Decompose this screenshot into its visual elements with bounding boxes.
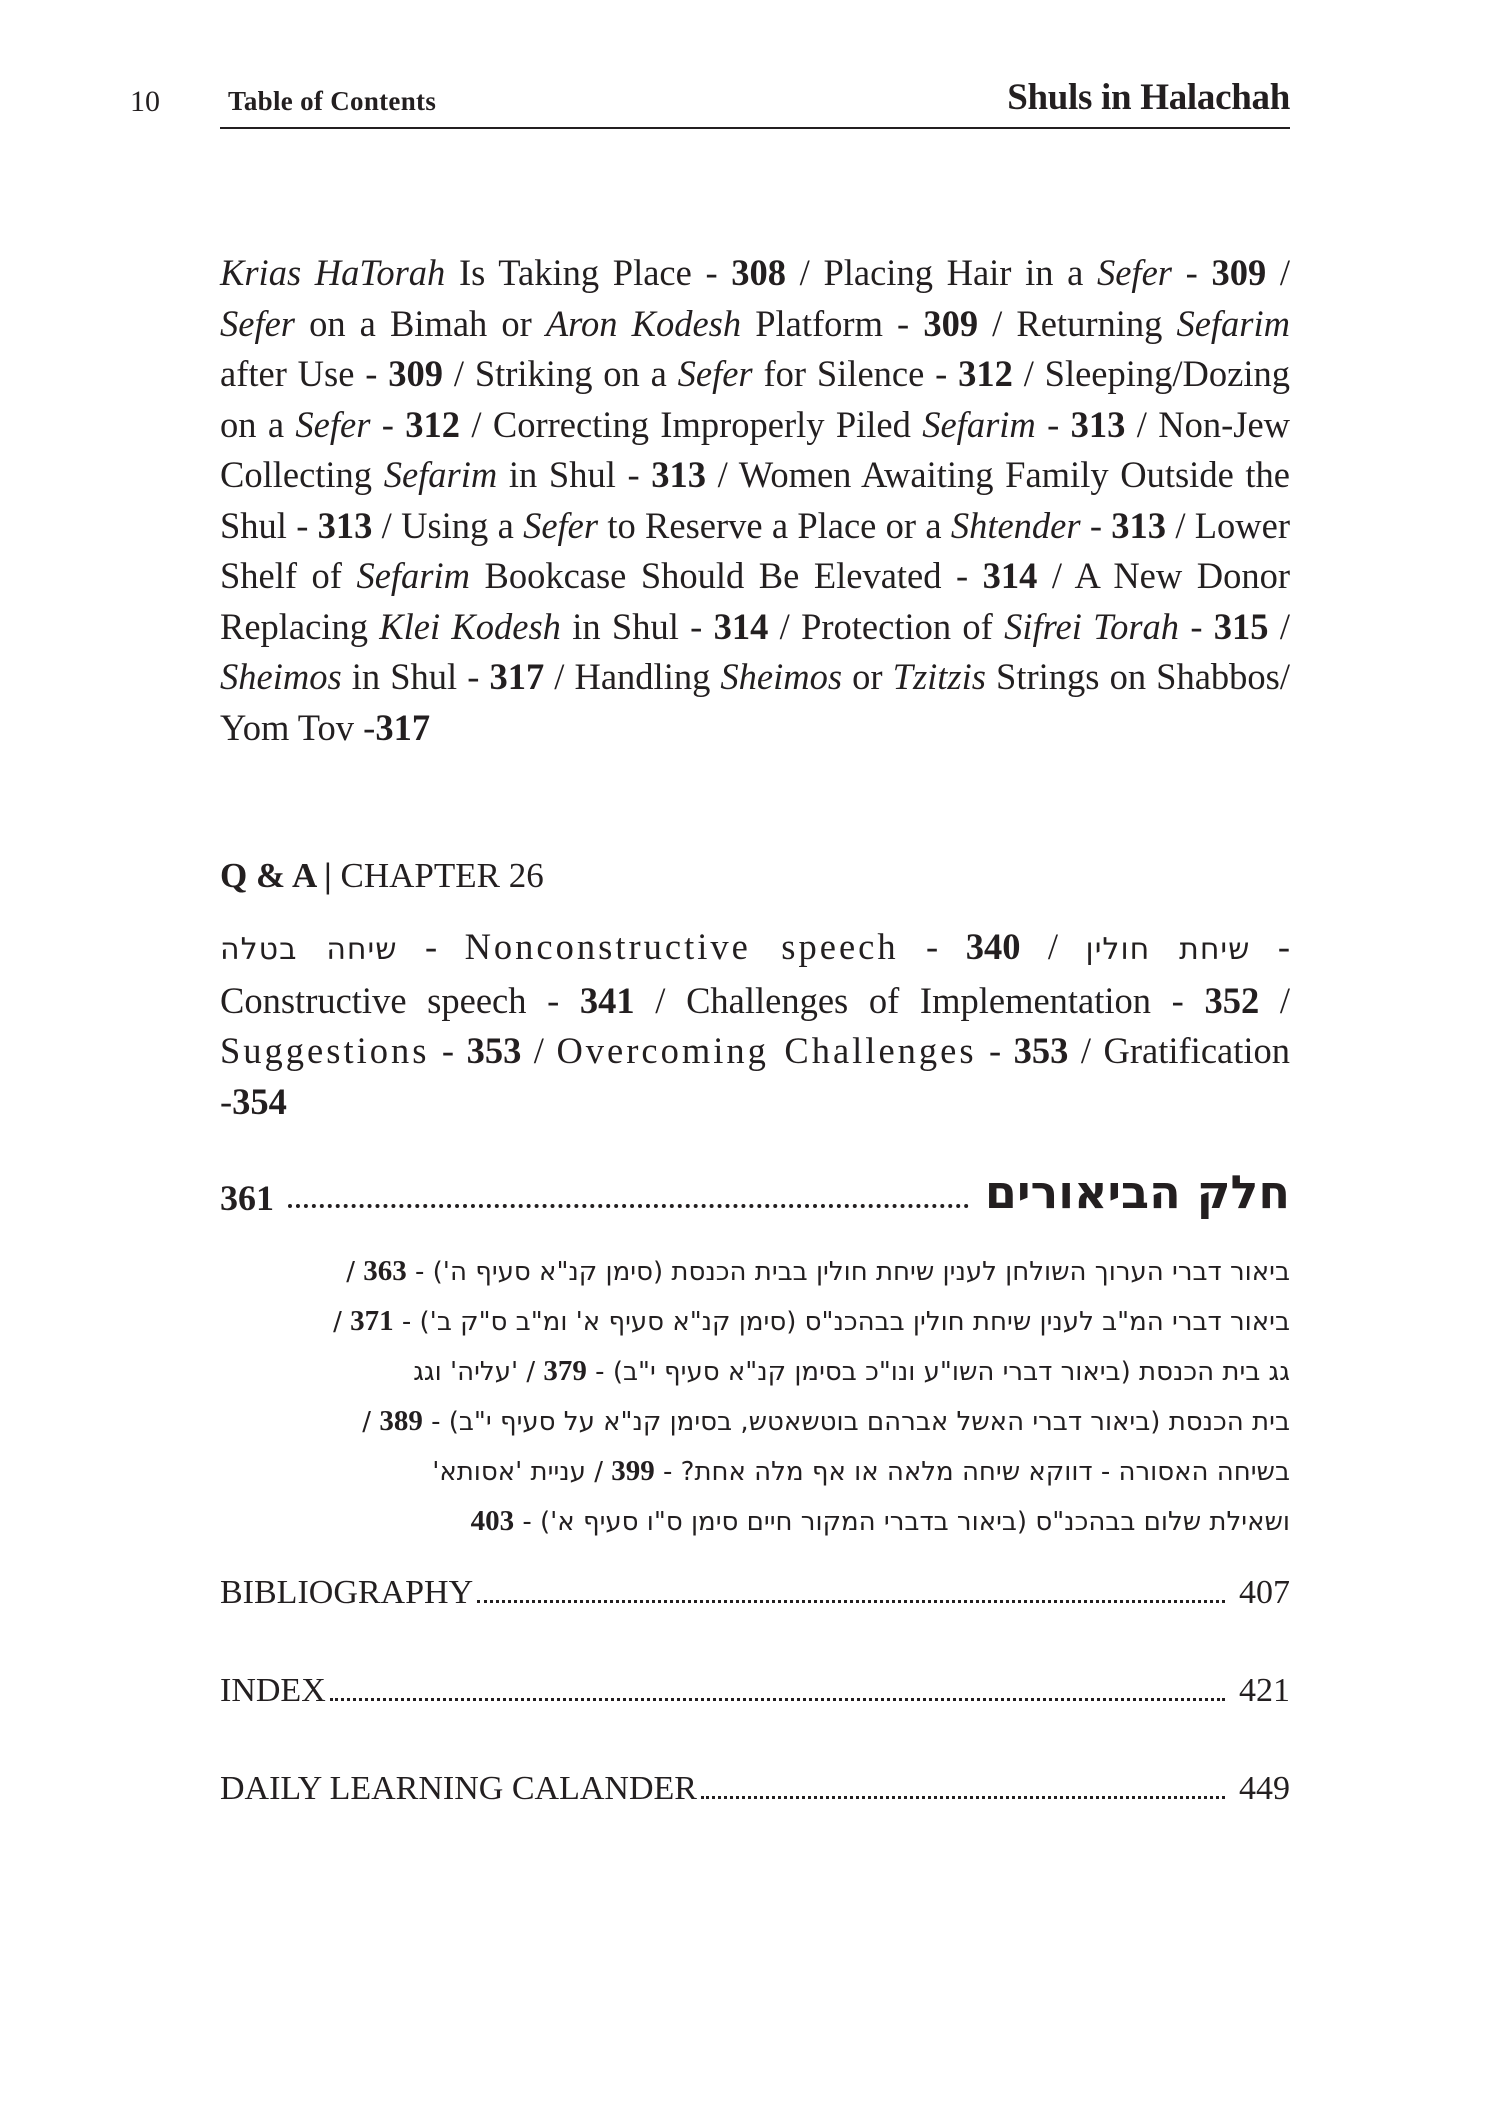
toc-text-run: / Striking on a (443, 353, 678, 394)
page-ref: 371 (350, 1305, 394, 1337)
toc-text-run: / Placing Hair in a (786, 252, 1097, 293)
toc-text-run: שיחת חולין (1085, 932, 1251, 967)
toc-text-run: Sheimos (220, 656, 342, 697)
entry-label: DAILY LEARNING CALANDER (220, 1770, 697, 1807)
page-ref: 363 (363, 1255, 407, 1287)
toc-text-run: on a Bimah or (295, 302, 546, 344)
page-ref: 352 (1204, 979, 1260, 1021)
section-label: Table of Contents (228, 86, 437, 116)
qa-chapter-heading (220, 856, 544, 896)
page-ref: 403 (470, 1505, 515, 1537)
beurim-entries (220, 1246, 1290, 1546)
toc-text-run: Platform - (741, 302, 924, 344)
beurim-line (220, 1346, 1290, 1396)
running-header (130, 70, 1290, 129)
page-ref: 313 (1111, 504, 1167, 546)
page-ref: 353 (466, 1030, 522, 1071)
toc-text-run: / A New Donor Replacing (220, 555, 1290, 647)
beurim-line-tail: / (362, 1407, 380, 1437)
toc-entry-index (220, 1666, 1290, 1710)
toc-text-run: - (370, 403, 406, 445)
page-ref: 312 (958, 353, 1013, 394)
leader-dots (701, 1796, 1225, 1799)
qa-label: Q & A | (220, 856, 332, 895)
toc-text-run: - (1179, 605, 1214, 647)
beurim-line-text: בית הכנסת (ביאור דברי האשל אברהם בוטשאטש, בסימן קנ"א על סעיף י"ב) - (422, 1407, 1290, 1437)
beurim-title: חלק הביאורים (984, 1165, 1290, 1219)
toc-text-run: Sefer (1096, 252, 1172, 293)
toc-entry-daily-learning-calander (220, 1764, 1290, 1808)
page-ref: 313 (651, 454, 707, 495)
toc-text-run: Sefer (220, 302, 295, 344)
toc-text-run: - (898, 926, 966, 967)
page-ref: 340 (965, 926, 1021, 967)
toc-text-run: / (1268, 605, 1290, 647)
toc-continued-paragraph (220, 248, 1290, 753)
beurim-line-text: ביאור דברי המ"ב לענין שיחת חולין בבהכנ"ס (סימן קנ"א סעיף א' ומ"ב ס"ק ב') - (393, 1307, 1290, 1337)
toc-text-run: Sheimos (720, 656, 843, 697)
toc-text-run: / Protection of (768, 605, 1005, 647)
page-ref: 314 (713, 605, 769, 647)
page-ref: 379 (543, 1355, 587, 1387)
beurim-heading (220, 1165, 1290, 1219)
toc-text-run: Shtender (950, 504, 1081, 546)
toc-text-run: / Correcting Improperly Piled (460, 403, 923, 445)
toc-text-run: / Using a (372, 504, 524, 546)
toc-text-run: for Silence - (752, 353, 959, 394)
toc-text-run: / (1266, 252, 1290, 293)
toc-text-run: Sefer (295, 403, 371, 445)
qa-entries-paragraph (220, 922, 1290, 1127)
toc-text-run: - Constructive speech - (220, 926, 1291, 1021)
toc-text-run: Strings on Shabbos/ Yom Tov - (220, 656, 1290, 748)
toc-entry-bibliography (220, 1568, 1290, 1612)
beurim-line-tail: / (346, 1257, 364, 1287)
page-ref: 309 (1211, 252, 1267, 293)
toc-text-run: after Use - (220, 353, 389, 394)
chapter-label: CHAPTER 26 (331, 856, 544, 895)
beurim-line-text: ביאור דברי הערוך השולחן לענין שיחת חולין בבית הכנסת (סימן קנ"א סעיף ה') - (406, 1257, 1290, 1287)
toc-text-run: Sefarim (356, 555, 470, 596)
beurim-line (220, 1246, 1290, 1296)
page-ref: 315 (1213, 605, 1269, 647)
beurim-line-tail: / עניית 'אסותא' (432, 1457, 612, 1487)
toc-text-run: Sefer (523, 504, 599, 546)
page-ref: 399 (611, 1455, 655, 1487)
toc-text-run: Sifrei Torah (1004, 605, 1180, 647)
toc-text-run: / (1020, 926, 1086, 967)
toc-text-run: Suggestions (220, 1030, 430, 1071)
toc-text-run: Tzitzis (892, 656, 986, 697)
book-title: Shuls in Halachah (1007, 77, 1290, 118)
page-ref: 341 (579, 979, 635, 1021)
beurim-line-text: גג בית הכנסת (ביאור דברי השו"ע ונו"כ בסימן קנ"א סעיף י"ב) - (586, 1357, 1290, 1387)
toc-text-run: Is Taking Place - (445, 252, 732, 293)
page-ref: 309 (923, 302, 979, 344)
page-number: 10 (130, 85, 160, 118)
toc-text-run: - (1035, 403, 1071, 445)
toc-text-run: in Shul - (341, 656, 490, 697)
page-ref: 317 (489, 656, 545, 697)
toc-text-run: / Returning (978, 302, 1177, 344)
toc-text-run: - (429, 1030, 467, 1071)
leader-dots (477, 1600, 1225, 1603)
toc-text-run: or (842, 656, 893, 697)
page-ref: 354 (232, 1080, 287, 1122)
toc-text-run: / (521, 1030, 557, 1071)
beurim-line-text: בשיחה האסורה - דווקא שיחה מלאה או אף מלה אחת? - (654, 1457, 1290, 1487)
toc-text-run: - (1080, 504, 1112, 546)
toc-text-run: Sefarim (1176, 302, 1291, 344)
toc-text-run: / Handling (544, 656, 721, 697)
toc-text-run: / Women Awaiting Family Outside the Shul - (220, 454, 1291, 546)
toc-text-run: Sefarim (383, 454, 498, 495)
page-ref: 317 (375, 706, 431, 748)
page-ref: 312 (405, 403, 461, 445)
page-ref: 308 (731, 252, 787, 293)
toc-text-run: Nonconstructive speech (464, 926, 899, 967)
page-ref: 314 (982, 555, 1038, 596)
entry-page: 407 (1239, 1574, 1290, 1611)
toc-text-run: / Challenges of Implementation - (634, 979, 1205, 1021)
toc-text-run: Aron Kodesh (545, 302, 742, 344)
beurim-page-number: 361 (220, 1178, 274, 1218)
toc-text-run: / Gratification - (220, 1030, 1290, 1122)
entry-label: BIBLIOGRAPHY (220, 1574, 474, 1611)
toc-text-run: in Shul - (560, 605, 714, 647)
toc-text-run: Sefer (677, 353, 753, 394)
page-ref: 353 (1013, 1030, 1069, 1071)
toc-text-run: in Shul - (497, 454, 652, 495)
toc-text-run: - (397, 926, 465, 967)
toc-text-run: / Non-Jew Collecting (220, 403, 1291, 495)
toc-text-run: - (976, 1030, 1014, 1071)
beurim-line (220, 1296, 1290, 1346)
page-ref: 309 (388, 353, 444, 394)
page-ref: 389 (379, 1405, 423, 1437)
entry-page: 421 (1239, 1672, 1290, 1709)
beurim-line-tail: / (333, 1307, 351, 1337)
beurim-line (220, 1446, 1290, 1496)
beurim-line-text: ושאילת שלום בבהכנ"ס (ביאור בדברי המקור חיים סימן ס"ו סעיף א') - (514, 1507, 1290, 1537)
toc-text-run: / Sleeping/Dozing on a (220, 353, 1290, 445)
beurim-line (220, 1396, 1290, 1446)
toc-text-run: Overcoming Challenges (556, 1030, 977, 1071)
entry-label: INDEX (220, 1672, 326, 1709)
leader-dots (288, 1204, 969, 1208)
toc-text-run: Krias HaTorah (220, 252, 446, 293)
beurim-line (220, 1496, 1290, 1546)
beurim-line-tail: / 'עליה' וגג (413, 1357, 544, 1387)
toc-text-run: Klei Kodesh (379, 605, 561, 647)
toc-text-run: שיחה בטלה (220, 932, 398, 967)
toc-text-run: to Reserve a Place or a (598, 504, 951, 546)
toc-text-run: - (1171, 252, 1212, 293)
entry-page: 449 (1239, 1770, 1290, 1807)
toc-text-run: / (1259, 979, 1290, 1021)
page-ref: 313 (1070, 403, 1126, 445)
toc-text-run: Sefarim (922, 403, 1036, 445)
toc-text-run: Bookcase Should Be Elevated - (469, 555, 983, 596)
page-ref: 313 (317, 504, 373, 546)
leader-dots (330, 1698, 1225, 1701)
toc-text-run: / Lower Shelf of (220, 504, 1291, 596)
